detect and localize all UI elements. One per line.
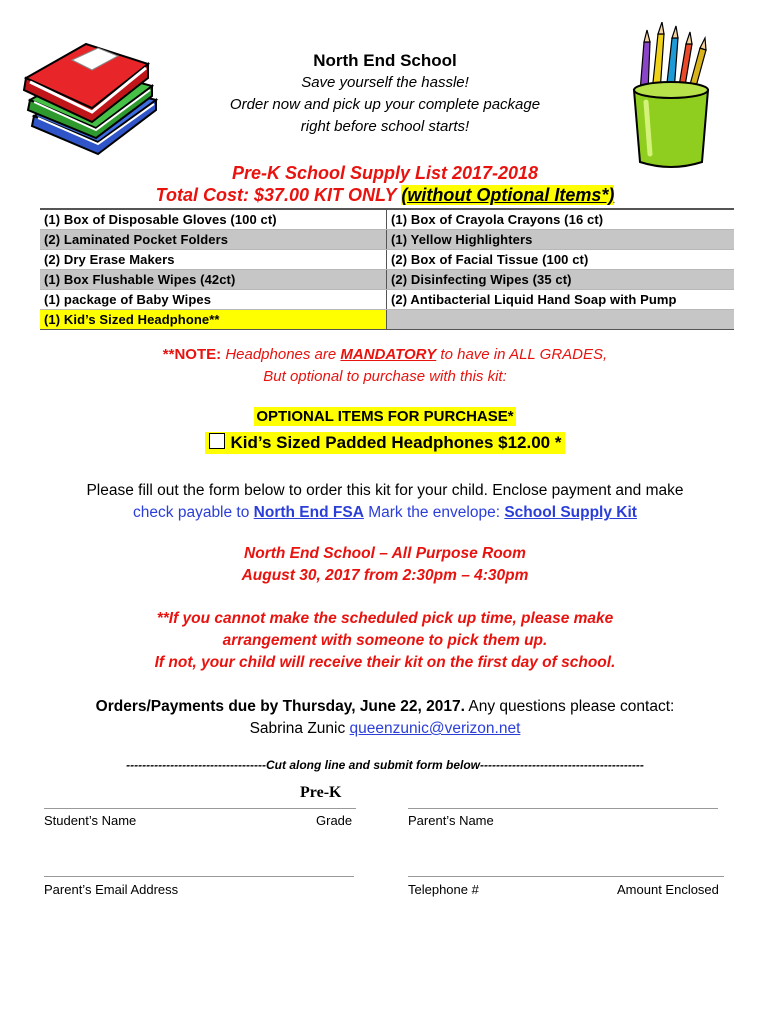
supply-list-title-block <box>60 162 710 206</box>
note-prefix: **NOTE: <box>162 346 222 363</box>
supply-item: (2) Box of Facial Tissue (100 ct) <box>387 250 735 270</box>
warning-line-2: arrangement with someone to pick them up. <box>222 632 548 649</box>
envelope-label: School Supply Kit <box>504 504 637 521</box>
table-row <box>40 270 734 290</box>
note-text-1: Headphones are <box>225 346 337 363</box>
parent-email-label: Parent’s Email Address <box>44 882 179 897</box>
table-row <box>40 230 734 250</box>
optional-item-headphones <box>205 432 566 454</box>
check-payable-text: check payable to <box>133 504 250 521</box>
tagline-line-1: Save yourself the hassle! <box>301 74 469 91</box>
pickup-location: North End School – All Purpose Room <box>244 545 526 562</box>
contact-name: Sabrina Zunic <box>249 720 346 737</box>
supply-item: (2) Laminated Pocket Folders <box>40 230 387 250</box>
instructions-line-2 <box>20 502 750 524</box>
note-text-2: to have in ALL GRADES, <box>440 346 608 363</box>
due-line-2 <box>20 718 750 740</box>
supply-item-headphone: (1) Kid’s Sized Headphone** <box>40 310 387 330</box>
note-line-2: But optional to purchase with this kit: <box>263 368 507 385</box>
due-date-info <box>20 696 750 740</box>
supply-item: (2) Dry Erase Makers <box>40 250 387 270</box>
optional-items-heading: OPTIONAL ITEMS FOR PURCHASE* <box>256 408 514 425</box>
supply-item: (2) Disinfecting Wipes (35 ct) <box>387 270 735 290</box>
note-mandatory: MANDATORY <box>340 346 437 363</box>
school-name: North End School <box>313 51 457 70</box>
note-line-1 <box>60 344 710 366</box>
supply-item: (1) package of Baby Wipes <box>40 290 387 310</box>
warning-line-3: If not, your child will receive their kit on the first day of school. <box>154 654 616 671</box>
supply-item: (1) Box of Disposable Gloves (100 ct) <box>40 209 387 230</box>
supply-item: (1) Yellow Highlighters <box>387 230 735 250</box>
cut-line: -----------------------------------Cut along line and submit form below----------------------------------------- <box>126 758 644 772</box>
supply-item: (1) Box of Crayola Crayons (16 ct) <box>387 209 735 230</box>
headphones-note <box>60 344 710 388</box>
contact-email-link[interactable]: queenzunic@verizon.net <box>349 720 521 737</box>
tagline-line-3: right before school starts! <box>300 118 470 135</box>
tagline-line-2: Order now and pick up your complete package <box>229 96 541 113</box>
stack-of-books-icon <box>20 38 170 158</box>
parent-email-field[interactable] <box>44 876 354 877</box>
instructions-line-1: Please fill out the form below to order this kit for your child. Enclose payment and make <box>86 482 684 499</box>
grade-label: Grade <box>316 813 353 828</box>
due-date-text: Orders/Payments due by Thursday, June 22, 2017. <box>95 698 465 715</box>
table-row <box>40 250 734 270</box>
due-line-1 <box>20 696 750 718</box>
telephone-label: Telephone # <box>408 882 479 897</box>
pencil-cup-icon <box>622 22 722 172</box>
supply-item: (1) Box Flushable Wipes (42ct) <box>40 270 387 290</box>
warning-line-1: **If you cannot make the scheduled pick up time, please make <box>156 610 614 627</box>
optional-item-label: Kid’s Sized Padded Headphones $12.00 * <box>230 433 562 452</box>
student-name-field[interactable] <box>44 808 356 809</box>
without-optional-note: (without Optional Items*) <box>401 185 615 205</box>
supply-list-title: Pre-K School Supply List 2017-2018 <box>231 163 539 183</box>
headphones-checkbox[interactable] <box>209 433 225 449</box>
supply-table <box>40 208 734 330</box>
telephone-amount-field[interactable] <box>408 876 724 877</box>
mark-envelope-text: Mark the envelope: <box>368 504 501 521</box>
grade-value: Pre-K <box>300 784 342 801</box>
amount-enclosed-label: Amount Enclosed <box>617 882 719 897</box>
optional-item-row <box>0 432 770 454</box>
pickup-warning <box>40 608 730 674</box>
pickup-datetime: August 30, 2017 from 2:30pm – 4:30pm <box>241 567 529 584</box>
supply-item: (2) Antibacterial Liquid Hand Soap with Pump <box>387 290 735 310</box>
total-cost-line <box>60 184 710 206</box>
parent-name-field[interactable] <box>408 808 718 809</box>
table-row <box>40 290 734 310</box>
header <box>180 50 590 138</box>
student-name-label: Student’s Name <box>44 813 137 828</box>
table-row <box>40 310 734 330</box>
supply-item <box>387 310 735 330</box>
table-row <box>40 209 734 230</box>
order-instructions <box>20 480 750 524</box>
pickup-info <box>40 543 730 587</box>
contact-text: Any questions please contact: <box>468 698 675 715</box>
total-cost-text: Total Cost: $37.00 KIT ONLY <box>155 185 397 205</box>
payee-name: North End FSA <box>253 504 364 521</box>
parent-name-label: Parent’s Name <box>408 813 494 828</box>
